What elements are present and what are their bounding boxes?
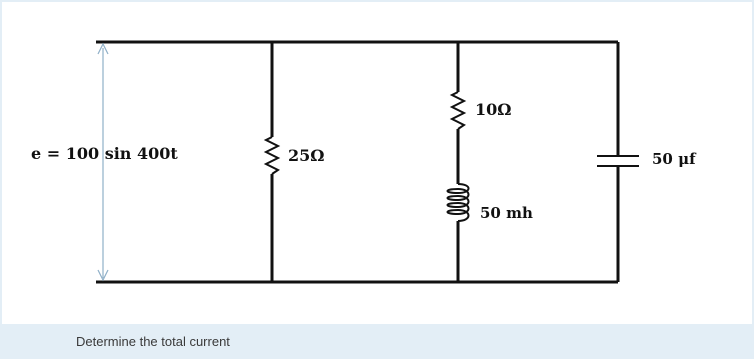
inductor-label: 50 mh [480, 204, 533, 222]
source-voltage-label: e = 100 sin 400t [31, 144, 178, 163]
question-text: Determine the total current [76, 334, 230, 349]
inductor-50-mh [448, 184, 469, 282]
resistor-25-ohm [266, 42, 278, 282]
capacitor-50-uf [597, 42, 639, 282]
resistor-10-ohm [452, 42, 464, 184]
capacitor-label: 50 μf [652, 150, 696, 168]
resistor-25-label: 25Ω [288, 146, 325, 165]
resistor-10-label: 10Ω [475, 100, 512, 119]
